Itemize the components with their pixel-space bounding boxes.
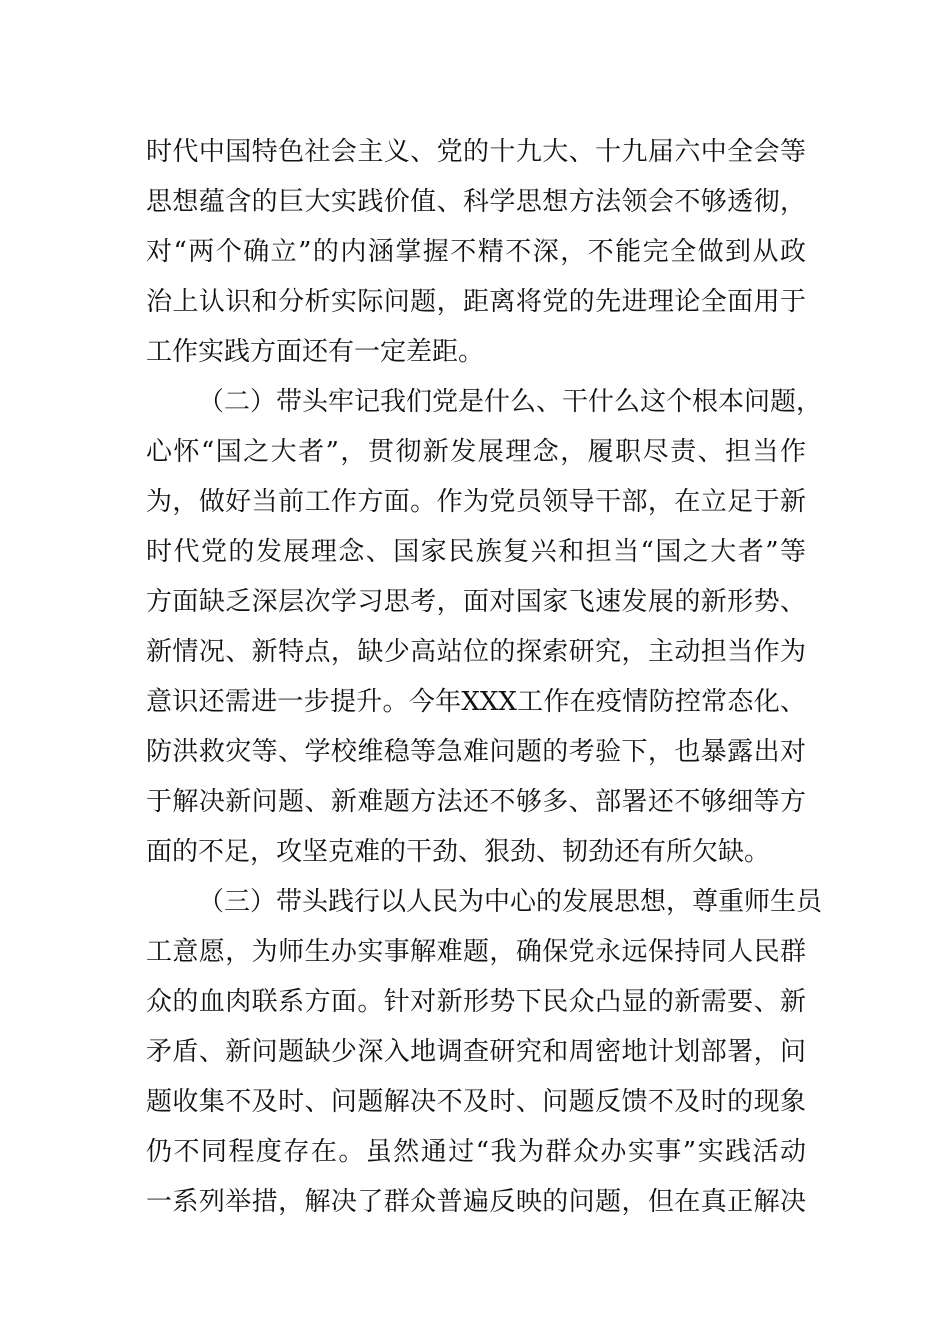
text-line: 治上认识和分析实际问题，距离将党的先进理论全面用于	[146, 287, 806, 317]
paragraph-section-2	[146, 377, 823, 877]
text-line: 时代党的发展理念、国家民族复兴和担当“国之大者”等	[146, 537, 806, 567]
text-line: 心怀“国之大者”，贯彻新发展理念，履职尽责、担当作	[146, 437, 806, 467]
text-line: 仍不同程度存在。虽然通过“我为群众办实事”实践活动	[146, 1137, 806, 1167]
text-line: 意识还需进一步提升。今年XXX工作在疫情防控常态化、	[146, 687, 806, 717]
text-line: 题收集不及时、问题解决不及时、问题反馈不及时的现象	[146, 1087, 806, 1117]
text-line: 时代中国特色社会主义、党的十九大、十九届六中全会等	[146, 137, 806, 167]
text-line: 为，做好当前工作方面。作为党员领导干部，在立足于新	[146, 487, 806, 517]
text-line: 工意愿，为师生办实事解难题，确保党永远保持同人民群	[146, 937, 806, 967]
text-line: 工作实践方面还有一定差距。	[146, 337, 485, 367]
paragraph-continuation	[146, 127, 806, 377]
text-line: 矛盾、新问题缺少深入地调查研究和周密地计划部署，问	[146, 1037, 806, 1067]
text-line: 对“两个确立”的内涵掌握不精不深，不能完全做到从政	[146, 237, 806, 267]
text-line: （二）带头牢记我们党是什么、干什么这个根本问题，	[198, 387, 823, 417]
text-line: 一系列举措，解决了群众普遍反映的问题，但在真正解决	[146, 1187, 806, 1217]
paragraph-section-3	[146, 877, 823, 1227]
text-line: （三）带头践行以人民为中心的发展思想，尊重师生员	[198, 887, 823, 917]
text-line: 于解决新问题、新难题方法还不够多、部署还不够细等方	[146, 787, 806, 817]
text-line: 新情况、新特点，缺少高站位的探索研究，主动担当作为	[146, 637, 806, 667]
text-line: 防洪救灾等、学校维稳等急难问题的考验下，也暴露出对	[146, 737, 806, 767]
text-line: 思想蕴含的巨大实践价值、科学思想方法领会不够透彻，	[146, 187, 806, 217]
text-line: 方面缺乏深层次学习思考，面对国家飞速发展的新形势、	[146, 587, 806, 617]
text-line: 面的不足，攻坚克难的干劲、狠劲、韧劲还有所欠缺。	[146, 837, 771, 867]
text-line: 众的血肉联系方面。针对新形势下民众凸显的新需要、新	[146, 987, 806, 1017]
